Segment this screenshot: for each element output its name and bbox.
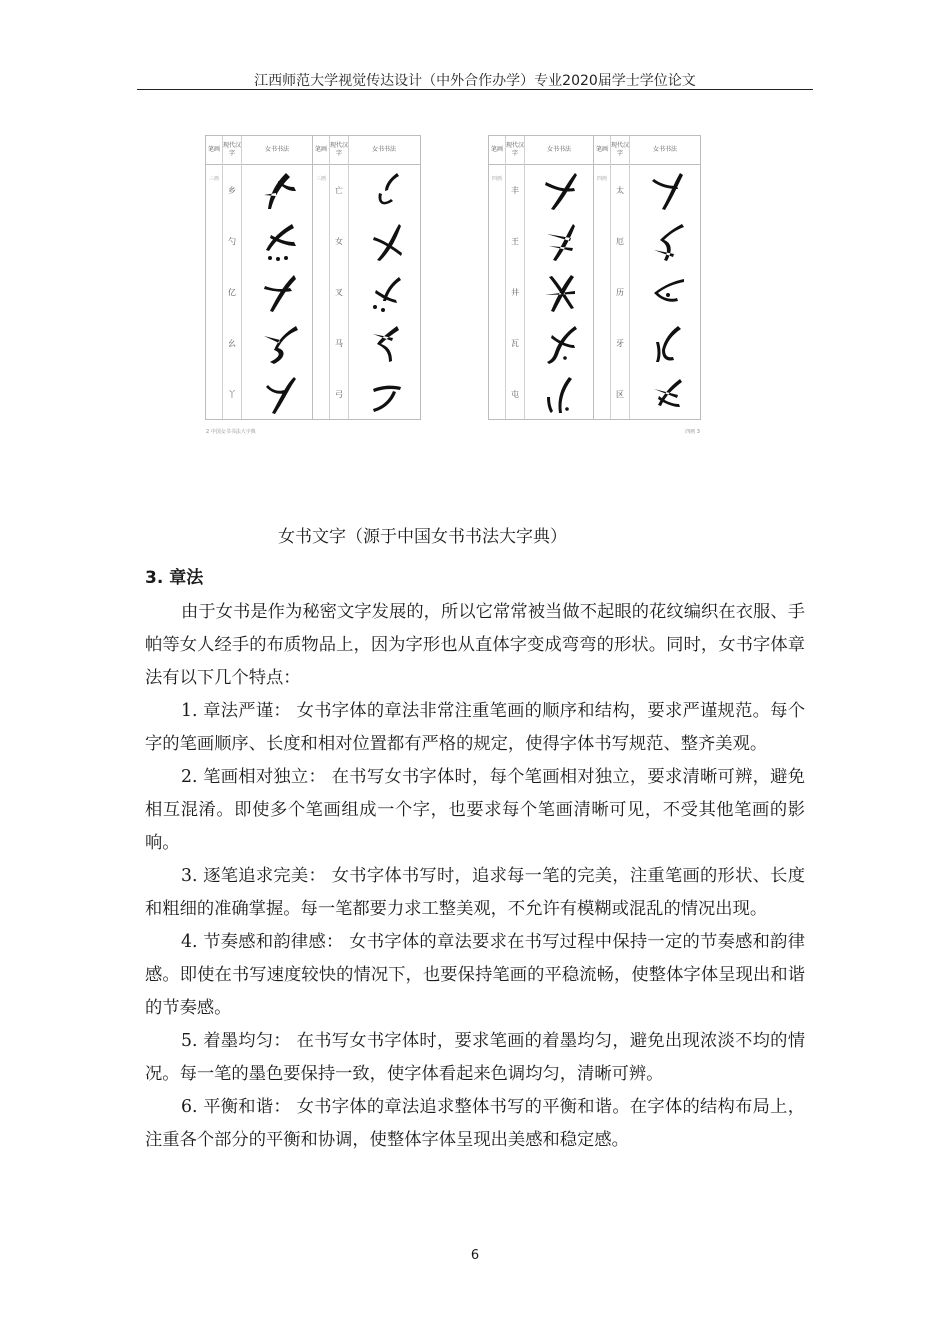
- header-nushu: 女书书法: [371, 146, 396, 153]
- left-column-2: [313, 136, 420, 419]
- nushu-glyph: [537, 271, 585, 315]
- paragraph: 5. 着墨均匀： 在书写女书字体时，要求笔画的着墨均匀，避免出现浓淡不均的情况。每一笔的墨色要保持一致，使字体看起来色调均匀，清晰可辨。: [145, 1031, 805, 1084]
- modern-char: 厄: [616, 237, 624, 246]
- nushu-glyph: [363, 220, 411, 264]
- table-row: [313, 318, 420, 369]
- nushu-glyph: [537, 373, 585, 417]
- modern-char: 亿: [228, 288, 236, 297]
- nushu-glyph: [256, 373, 304, 417]
- paragraph: 6. 平衡和谐： 女书字体的章法追求整体书写的平衡和谐。在字体的结构布局上，注重各个部分的平衡和协调，使整体字体呈现出美感和稳定感。: [145, 1097, 805, 1150]
- running-header: 江西师范大学视觉传达设计（中外合作办学）专业2020届学士学位论文: [254, 73, 696, 89]
- table-row: [313, 369, 420, 420]
- modern-char: 丫: [228, 390, 236, 399]
- table-row: [313, 165, 420, 216]
- modern-char: 亡: [335, 186, 343, 195]
- modern-char: 太: [616, 186, 624, 195]
- header-nushu: 女书书法: [264, 146, 289, 153]
- table-row: [489, 165, 593, 216]
- header-stroke: 笔画: [490, 146, 503, 153]
- table-row: [206, 216, 312, 267]
- paragraph: 2. 笔画相对独立： 在书写女书字体时，每个笔画相对独立，要求清晰可辨，避免相互混淆。即使多个笔画组成一个字，也要求每个笔画清晰可见，不受其他笔画的影响。: [145, 767, 805, 853]
- nushu-glyph: [644, 322, 692, 366]
- modern-char: 女: [335, 237, 343, 246]
- header-modern: 现代汉字: [330, 142, 349, 157]
- paragraph: 1. 章法严谨： 女书字体的章法非常注重笔画的顺序和结构，要求严谨规范。每个字的笔画顺序、长度和相对位置都有严格的规定，使得字体书写规范、整齐美观。: [145, 701, 805, 754]
- nushu-glyph: [644, 169, 692, 213]
- modern-char: 历: [616, 288, 624, 297]
- dictionary-page-footer: 2 中国女书书法大字典: [206, 429, 256, 435]
- dictionary-page-left: [205, 135, 421, 435]
- body-text: [145, 596, 805, 1157]
- nushu-glyph: [537, 322, 585, 366]
- table-row: [206, 267, 312, 318]
- table-row: [594, 318, 700, 369]
- modern-char: 马: [335, 339, 343, 348]
- nushu-glyph: [363, 169, 411, 213]
- modern-char: 牙: [616, 339, 624, 348]
- figure-caption: 女书文字（源于中国女书书法大字典）: [278, 527, 567, 547]
- dictionary-page-right: [488, 135, 701, 435]
- table-row: [489, 369, 593, 420]
- section-heading: 3. 章法: [145, 568, 204, 588]
- stroke-count-label: 三画: [316, 176, 327, 182]
- paragraph: 4. 节奏感和韵律感： 女书字体的章法要求在书写过程中保持一定的节奏感和韵律感。即使在书写速度较快的情况下，也要保持笔画的平稳流畅，使整体字体呈现出和谐的节奏感。: [145, 932, 805, 1018]
- modern-char: 乡: [228, 186, 236, 195]
- modern-char: 井: [511, 288, 519, 297]
- table-row: [594, 165, 700, 216]
- dictionary-page-footer: 四画 3: [685, 429, 700, 435]
- stroke-count-label: 四画: [597, 176, 608, 182]
- modern-char: 区: [616, 390, 624, 399]
- nushu-glyph: [644, 220, 692, 264]
- table-row: [206, 318, 312, 369]
- left-column-1: [206, 136, 313, 419]
- stroke-count-label: 四画: [492, 176, 503, 182]
- modern-char: 弓: [335, 390, 343, 399]
- right-column-2: [594, 136, 700, 419]
- modern-char: 瓦: [511, 339, 519, 348]
- modern-char: 丰: [511, 186, 519, 195]
- modern-char: 屯: [511, 390, 519, 399]
- header-modern: 现代汉字: [223, 142, 242, 157]
- table-row: [594, 216, 700, 267]
- table-row: [206, 369, 312, 420]
- table-row: [594, 369, 700, 420]
- nushu-glyph: [256, 169, 304, 213]
- nushu-glyph: [256, 220, 304, 264]
- table-row: [313, 216, 420, 267]
- header-nushu: 女书书法: [546, 146, 571, 153]
- header-rule: [137, 89, 813, 90]
- header-modern: 现代汉字: [506, 142, 525, 157]
- right-column-1: [489, 136, 594, 419]
- paragraph: 由于女书是作为秘密文字发展的，所以它常常被当做不起眼的花纹编织在衣服、手帕等女人经手的布质物品上，因为字形也从直体字变成弯弯的形状。同时，女书字体章法有以下几个特点：: [145, 602, 805, 688]
- table-row: [489, 318, 593, 369]
- nushu-glyph: [363, 271, 411, 315]
- nushu-glyph: [537, 220, 585, 264]
- modern-char: 王: [511, 237, 519, 246]
- page-number: 6: [470, 1248, 480, 1263]
- nushu-glyph: [644, 373, 692, 417]
- table-row: [313, 267, 420, 318]
- header-stroke: 笔画: [207, 146, 220, 153]
- paragraph: 3. 逐笔追求完美： 女书字体书写时，追求每一笔的完美，注重笔画的形状、长度和粗细的准确掌握。每一笔都要力求工整美观，不允许有模糊或混乱的情况出现。: [145, 866, 805, 919]
- nushu-figure: [205, 135, 705, 435]
- table-row: [489, 216, 593, 267]
- modern-char: 叉: [335, 288, 343, 297]
- nushu-glyph: [256, 271, 304, 315]
- header-modern: 现代汉字: [611, 142, 630, 157]
- nushu-glyph: [537, 169, 585, 213]
- stroke-count-label: 三画: [209, 176, 220, 182]
- table-row: [594, 267, 700, 318]
- nushu-glyph: [363, 322, 411, 366]
- header-stroke: 笔画: [595, 146, 608, 153]
- table-row: [206, 165, 312, 216]
- nushu-glyph: [363, 373, 411, 417]
- table-row: [489, 267, 593, 318]
- nushu-glyph: [256, 322, 304, 366]
- modern-char: 勺: [228, 237, 236, 246]
- header-nushu: 女书书法: [652, 146, 677, 153]
- modern-char: 幺: [228, 339, 236, 348]
- nushu-glyph: [644, 271, 692, 315]
- header-stroke: 笔画: [314, 146, 327, 153]
